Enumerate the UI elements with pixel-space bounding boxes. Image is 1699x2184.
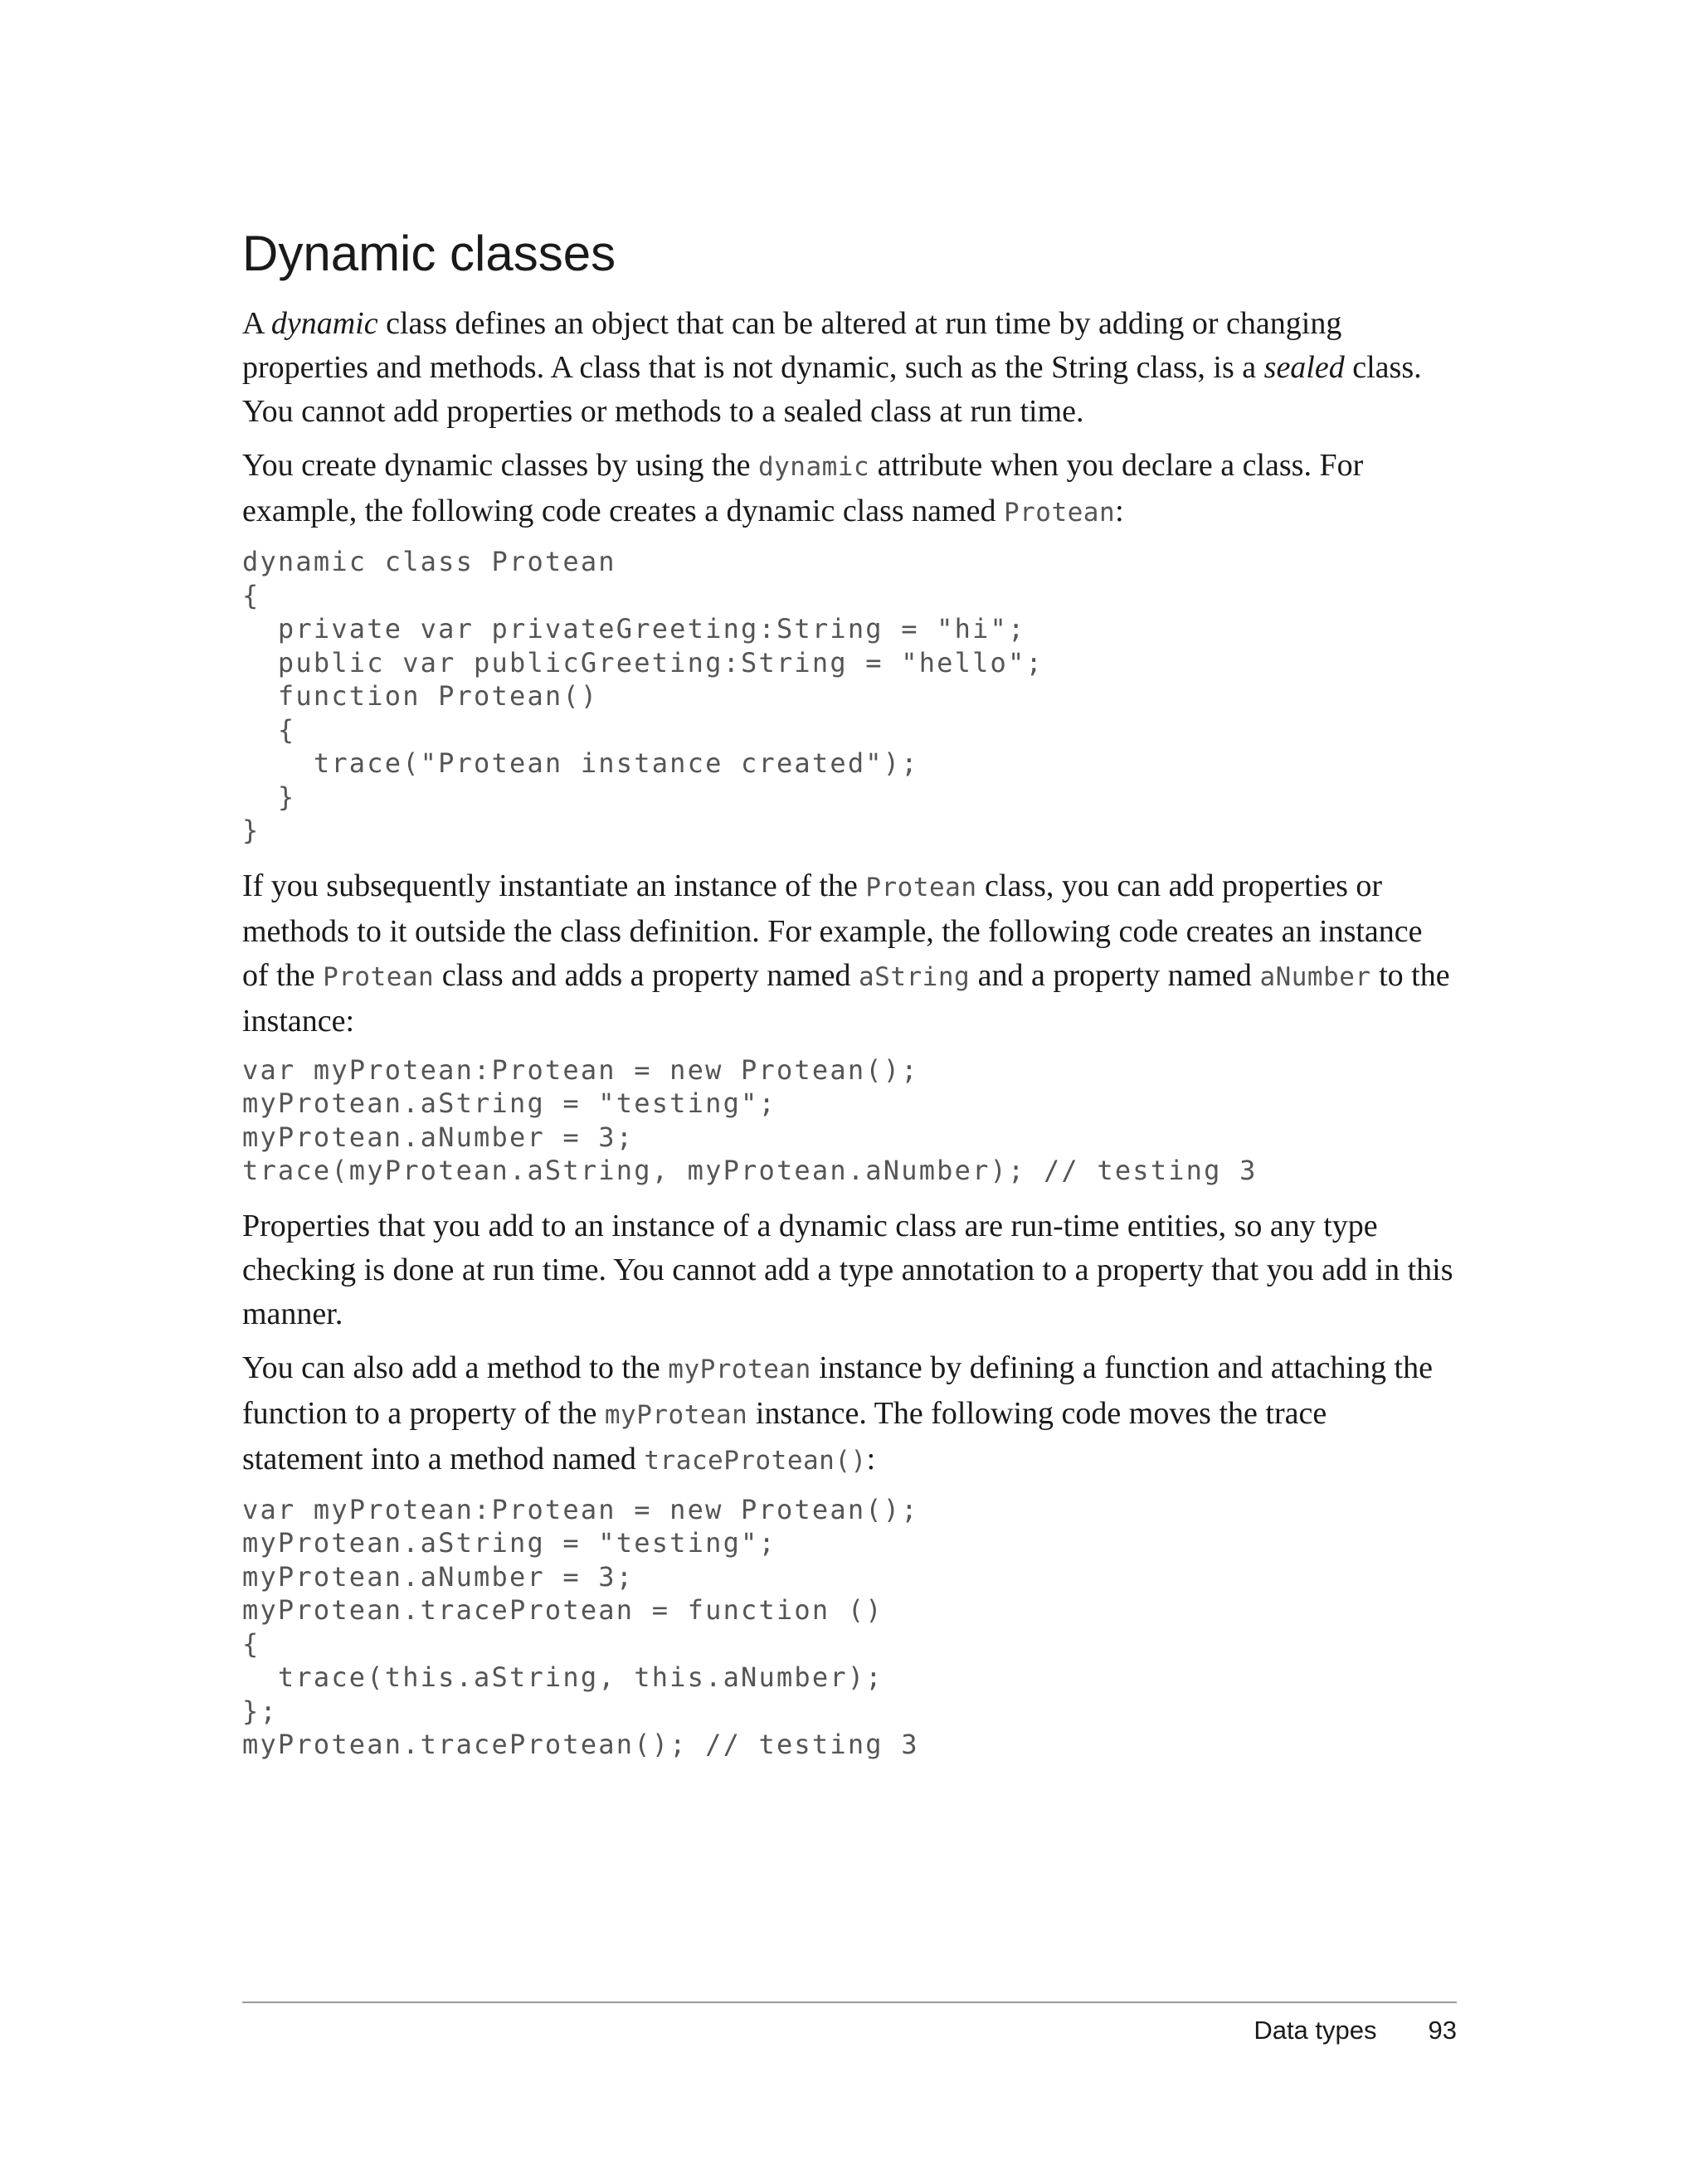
code-block-3: var myProtean:Protean = new Protean(); myProtean.aString = "testing"; myProtean.aNumber = 3; myProtean.traceProtean = function () { trace(this.aString, this.aNumber); }; myProtean.traceProtean(); // testing 3 xyxy=(242,1493,919,1760)
code-block-2: var myProtean:Protean = new Protean(); myProtean.aString = "testing"; myProtean.aNumber = 3; trace(myProtean.aString, myProtean.aNumber); // testing 3 xyxy=(242,1053,1258,1186)
inline-code: Protean xyxy=(865,872,977,902)
text: to the instance: xyxy=(242,957,1450,1038)
text: class defines an object that can be altered at run time by adding or changing properties and methods. A class that is not dynamic, such as the String class, is a xyxy=(242,306,1342,385)
text: You create dynamic classes by using the xyxy=(242,448,758,483)
inline-code: myProtean xyxy=(668,1354,811,1384)
inline-code: Protean xyxy=(323,961,435,992)
section-heading: Dynamic classes xyxy=(242,226,616,281)
text: class. You cannot add properties or methods to a sealed class at run time. xyxy=(242,350,1422,429)
footer-rule xyxy=(242,2002,1457,2003)
page-footer xyxy=(1254,2014,1457,2047)
text: A xyxy=(242,306,271,341)
inline-code: aNumber xyxy=(1259,961,1371,992)
paragraph-5 xyxy=(242,1346,1453,1483)
footer-chapter-title: Data types xyxy=(1254,2016,1377,2045)
code-block-1: dynamic class Protean { private var privateGreeting:String = "hi"; public var publicGreeting:String = "hello"; function Protean() { trace("Protean instance created"); } } xyxy=(242,546,1044,846)
text: class, you can add properties or methods to it outside the class definition. For example, the following code creates an instance of the xyxy=(242,868,1423,993)
paragraph-3 xyxy=(242,864,1453,1043)
text: instance by defining a function and attaching the function to a property of the xyxy=(242,1350,1433,1431)
inline-code: aString xyxy=(859,961,971,992)
inline-code: Protean xyxy=(1003,498,1116,528)
emphasis-sealed: sealed xyxy=(1263,350,1345,385)
page-content xyxy=(242,224,1453,1778)
inline-code: traceProtean() xyxy=(644,1445,867,1476)
paragraph-1 xyxy=(242,302,1453,434)
text: attribute when you declare a class. For example, the following code creates a dynamic class named xyxy=(242,448,1364,528)
inline-code: myProtean xyxy=(604,1399,748,1430)
paragraph-2 xyxy=(242,444,1453,535)
text: : xyxy=(866,1441,876,1476)
emphasis-dynamic: dynamic xyxy=(270,306,378,341)
page-number: 93 xyxy=(1428,2016,1457,2045)
paragraph-4: Properties that you add to an instance of a dynamic class are run-time entities, so any type checking is done at run time. You cannot add a type annotation to a property that you add in this manner. xyxy=(242,1208,1453,1331)
text: class and adds a property named xyxy=(434,957,859,993)
text: If you subsequently instantiate an instance of the xyxy=(242,868,866,903)
text: You can also add a method to the xyxy=(242,1350,669,1385)
text: : xyxy=(1115,494,1124,528)
text: instance. The following code moves the trace statement into a method named xyxy=(242,1395,1327,1476)
inline-code: dynamic xyxy=(757,452,870,482)
text: and a property named xyxy=(970,957,1260,993)
